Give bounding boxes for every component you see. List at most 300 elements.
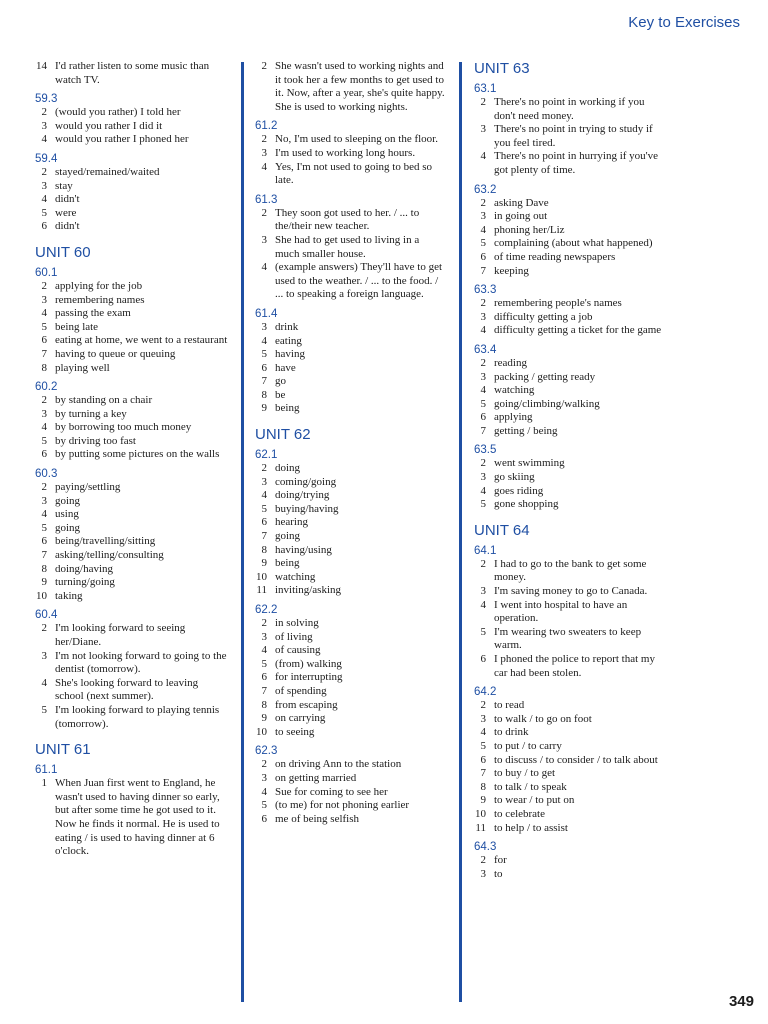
answer-item — [35, 576, 228, 590]
answer-number: 9 — [41, 576, 47, 589]
answer-text: There's no point in hurrying if you've got plenty of time. — [494, 150, 659, 176]
answer-text: me of being selfish — [275, 812, 360, 825]
answer-number: 5 — [41, 703, 47, 716]
answer-item — [255, 644, 445, 658]
answer-item — [35, 777, 228, 859]
answer-number: 8 — [261, 698, 267, 711]
answer-item — [474, 767, 664, 781]
answer-item — [255, 786, 445, 800]
answer-item — [35, 590, 228, 604]
page-number: 349 — [728, 993, 754, 1010]
answer-text: to — [494, 867, 503, 880]
answer-number: 4 — [261, 334, 267, 347]
answer-item — [35, 348, 228, 362]
answer-number: 2 — [480, 557, 486, 570]
answer-text: being late — [55, 320, 99, 333]
answer-number: 4 — [480, 223, 486, 236]
answer-item — [474, 210, 664, 224]
answer-number: 5 — [41, 521, 47, 534]
answer-item — [255, 530, 445, 544]
exercise-heading: 63.5 — [474, 444, 497, 457]
answer-text: having — [275, 348, 305, 361]
answer-number: 6 — [41, 535, 47, 548]
answer-number: 3 — [480, 123, 486, 136]
answer-text: inviting/asking — [275, 584, 341, 597]
answer-number: 6 — [261, 361, 267, 374]
answer-text: went swimming — [494, 457, 565, 470]
answer-number: 6 — [261, 516, 267, 529]
answer-number: 6 — [261, 812, 267, 825]
answer-number: 7 — [480, 767, 486, 780]
exercise-heading: 63.1 — [474, 83, 497, 95]
answer-number: 4 — [261, 644, 267, 657]
answer-text: to talk / to speak — [494, 780, 567, 793]
answer-number: 2 — [480, 96, 486, 108]
answer-number: 2 — [41, 394, 47, 407]
answer-text: hearing — [275, 516, 308, 529]
answer-text: to discuss / to consider / to talk about — [494, 753, 658, 766]
answer-item — [474, 457, 664, 471]
exercise-heading: 61.3 — [255, 193, 278, 206]
answer-number: 2 — [41, 279, 47, 292]
answer-item — [474, 726, 664, 740]
answer-text: by putting some pictures on the walls — [55, 448, 220, 461]
answer-text: asking/telling/consulting — [55, 549, 164, 562]
answer-item — [255, 726, 445, 740]
answer-text: phoning her/Liz — [494, 223, 565, 236]
answer-number: 5 — [41, 434, 47, 447]
exercise-heading: 62.2 — [255, 604, 278, 616]
answer-number: 2 — [480, 196, 486, 209]
answer-text: to buy / to get — [494, 767, 556, 780]
answer-text: having to queue or queuing — [55, 347, 176, 360]
answer-text: for interrupting — [275, 671, 343, 684]
answer-number: 4 — [261, 489, 267, 502]
answer-item — [35, 448, 228, 462]
answer-item — [255, 799, 445, 813]
answer-item — [474, 585, 664, 599]
answer-number: 3 — [480, 370, 486, 383]
answer-item — [35, 280, 228, 294]
answer-number: 3 — [480, 712, 486, 725]
answer-number: 10 — [256, 725, 267, 738]
exercise-heading: 60.4 — [35, 609, 58, 622]
answer-item — [474, 371, 664, 385]
exercise-heading: 61.2 — [255, 120, 278, 133]
answer-item — [474, 868, 664, 882]
page-header-title: Key to Exercises — [628, 14, 740, 31]
answer-number: 7 — [261, 684, 267, 697]
exercise-heading: 59.4 — [35, 152, 58, 165]
answer-item — [35, 106, 228, 120]
answer-text: going — [55, 494, 81, 507]
answer-text: being — [275, 557, 300, 570]
answer-item — [255, 489, 445, 503]
answer-number: 3 — [41, 179, 47, 192]
answer-number: 10 — [475, 807, 486, 820]
answer-text: by borrowing too much money — [55, 421, 192, 434]
answer-number: 5 — [261, 657, 267, 670]
answer-item — [255, 584, 445, 598]
answer-text: When Juan first went to England, he wasn't used to having dinner so early, but after some time he got used to it. Now he finds it normal. He is used to eating / is used to having dinner at 6 o'clock. — [55, 777, 220, 858]
answer-item — [35, 166, 228, 180]
answer-item — [35, 294, 228, 308]
answer-number: 6 — [41, 334, 47, 347]
answer-column-1 — [35, 60, 228, 859]
answer-item — [255, 348, 445, 362]
answer-number: 3 — [41, 649, 47, 662]
answer-text: I had to go to the bank to get some money. — [494, 557, 647, 584]
answer-number: 6 — [41, 220, 47, 233]
answer-item — [255, 758, 445, 772]
answer-item — [474, 781, 664, 795]
answer-text: playing well — [55, 361, 110, 374]
answer-column-3 — [474, 60, 664, 881]
answer-item — [35, 421, 228, 435]
answer-number: 4 — [480, 384, 486, 397]
answer-text: I'd rather listen to some music than watch TV. — [55, 60, 210, 86]
answer-item — [255, 544, 445, 558]
answer-number: 4 — [261, 785, 267, 798]
answer-item — [35, 394, 228, 408]
answer-text: by standing on a chair — [55, 394, 153, 407]
exercise-heading: 60.1 — [35, 266, 58, 279]
answer-number: 2 — [41, 106, 47, 119]
answer-text: I'm saving money to go to Canada. — [494, 585, 648, 598]
answer-text: using — [55, 508, 79, 521]
answer-number: 8 — [41, 361, 47, 374]
answer-number: 4 — [41, 133, 47, 146]
exercise-heading: 64.1 — [474, 544, 497, 557]
answer-item — [474, 558, 664, 585]
answer-text: from escaping — [275, 698, 338, 711]
answer-text: to put / to carry — [494, 739, 562, 752]
answer-number: 3 — [480, 210, 486, 223]
answer-item — [474, 808, 664, 822]
answer-number: 8 — [261, 543, 267, 556]
answer-text: on carrying — [275, 712, 326, 725]
answer-number: 5 — [41, 320, 47, 333]
answer-text: goes riding — [494, 484, 544, 497]
exercise-heading: 63.3 — [474, 284, 497, 297]
answer-number: 9 — [480, 794, 486, 807]
answer-number: 5 — [480, 625, 486, 638]
answer-text: paying/settling — [55, 481, 121, 494]
answer-number: 3 — [261, 475, 267, 488]
answer-text: I went into hospital to have an operation. — [494, 598, 628, 625]
answer-text: stayed/remained/waited — [55, 165, 160, 178]
answer-item — [474, 754, 664, 768]
answer-item — [35, 220, 228, 234]
answer-text: for — [494, 854, 507, 867]
answer-item — [255, 207, 445, 234]
answer-text: doing — [275, 462, 301, 475]
answer-number: 7 — [261, 530, 267, 543]
answer-text: doing/having — [55, 562, 114, 575]
answer-item — [255, 813, 445, 827]
answer-text: complaining (about what happened) — [494, 237, 653, 250]
answer-item — [474, 150, 664, 177]
answer-item — [35, 207, 228, 221]
answer-text: I'm looking forward to playing tennis (tomorrow). — [55, 703, 220, 730]
answer-item — [35, 522, 228, 536]
answer-number: 4 — [480, 484, 486, 497]
answer-number: 4 — [41, 193, 47, 206]
answer-text: of spending — [275, 684, 327, 697]
answer-item — [255, 671, 445, 685]
answer-item — [35, 435, 228, 449]
answer-item — [474, 854, 664, 868]
answer-text: buying/having — [275, 502, 339, 515]
answer-number: 3 — [480, 585, 486, 598]
exercise-heading: 60.3 — [35, 468, 58, 481]
answer-text: by turning a key — [55, 407, 127, 420]
answer-text: She's looking forward to leaving school (next summer). — [55, 676, 199, 703]
answer-item — [474, 96, 664, 123]
answer-number: 4 — [480, 598, 486, 611]
answer-item — [474, 357, 664, 371]
answer-item — [474, 324, 664, 338]
answer-text: Sue for coming to see her — [275, 785, 388, 798]
exercise-heading: 64.2 — [474, 686, 497, 699]
answer-item — [35, 133, 228, 147]
answer-number: 1 — [41, 777, 47, 790]
answer-item — [35, 549, 228, 563]
answer-text: I'm used to working long hours. — [275, 146, 416, 159]
answer-text: being — [275, 402, 300, 415]
answer-number: 9 — [261, 557, 267, 570]
answer-text: She had to get used to living in a much smaller house. — [275, 233, 420, 260]
answer-number: 9 — [261, 712, 267, 725]
answer-number: 6 — [480, 753, 486, 766]
answer-item — [255, 147, 445, 161]
answer-text: applying — [494, 411, 533, 424]
answer-item — [35, 60, 228, 87]
exercise-heading: 62.1 — [255, 449, 278, 462]
answer-number: 10 — [36, 589, 47, 602]
answer-number: 8 — [480, 780, 486, 793]
answer-item — [255, 699, 445, 713]
answer-item — [35, 481, 228, 495]
answer-text: (to me) for not phoning earlier — [275, 799, 410, 812]
answer-text: They soon got used to her. / ... to the/their new teacher. — [275, 206, 420, 233]
answer-number: 2 — [261, 133, 267, 146]
answer-text: I phoned the police to report that my car had been stolen. — [494, 653, 655, 679]
answer-text: have — [275, 361, 296, 374]
exercise-heading: 63.4 — [474, 343, 497, 356]
answer-number: 5 — [480, 739, 486, 752]
answer-item — [255, 571, 445, 585]
answer-item — [474, 224, 664, 238]
answer-number: 2 — [480, 699, 486, 712]
answer-item — [255, 476, 445, 490]
answer-number: 2 — [480, 297, 486, 310]
answer-number: 11 — [475, 821, 486, 834]
answer-number: 10 — [256, 570, 267, 583]
answer-text: taking — [55, 589, 83, 602]
answer-text: to help / to assist — [494, 821, 568, 834]
answer-item — [255, 658, 445, 672]
answer-number: 14 — [36, 60, 47, 72]
answer-number: 3 — [261, 771, 267, 784]
answer-number: 3 — [41, 494, 47, 507]
answer-item — [35, 334, 228, 348]
answer-number: 6 — [480, 250, 486, 263]
exercise-heading: 60.2 — [35, 381, 58, 394]
answer-text: would you rather I did it — [55, 119, 163, 132]
answer-text: gone shopping — [494, 498, 559, 511]
answer-text: to read — [494, 699, 525, 712]
answer-number: 2 — [261, 462, 267, 475]
answer-text: I'm looking forward to seeing her/Diane. — [55, 622, 186, 648]
answer-item — [255, 362, 445, 376]
answer-item — [255, 685, 445, 699]
column-divider-left — [241, 62, 244, 1002]
answer-number: 3 — [480, 867, 486, 880]
answer-text: to drink — [494, 726, 529, 739]
answer-text: to wear / to put on — [494, 794, 575, 807]
answer-number: 4 — [480, 726, 486, 739]
answer-text: to celebrate — [494, 807, 545, 820]
answer-item — [474, 713, 664, 727]
column-divider-right — [459, 62, 462, 1002]
answer-text: remembering people's names — [494, 297, 622, 310]
answer-item — [474, 251, 664, 265]
answer-text: didn't — [55, 220, 80, 233]
answer-text: There's no point in working if you don't need money. — [494, 96, 645, 122]
answer-number: 5 — [480, 498, 486, 511]
answer-item — [474, 740, 664, 754]
unit-heading: UNIT 64 — [474, 521, 530, 539]
answer-text: being/travelling/sitting — [55, 535, 156, 548]
answer-number: 2 — [41, 622, 47, 635]
answer-text: There's no point in trying to study if you feel tired. — [494, 123, 653, 149]
exercise-heading: 61.1 — [35, 764, 58, 777]
answer-item — [474, 425, 664, 439]
answer-item — [35, 408, 228, 422]
answer-item — [35, 704, 228, 731]
answer-text: of time reading newspapers — [494, 250, 616, 263]
answer-number: 4 — [41, 421, 47, 434]
answer-number: 9 — [261, 402, 267, 415]
unit-heading: UNIT 62 — [255, 426, 311, 444]
answer-text: eating at home, we went to a restaurant — [55, 334, 228, 347]
answer-number: 2 — [261, 206, 267, 219]
answer-text: difficulty getting a ticket for the game — [494, 324, 662, 337]
answer-item — [35, 677, 228, 704]
answer-item — [255, 516, 445, 530]
answer-item — [474, 498, 664, 512]
answer-column-2 — [255, 60, 445, 826]
answer-number: 3 — [41, 293, 47, 306]
answer-number: 6 — [41, 448, 47, 461]
answer-number: 4 — [480, 324, 486, 337]
answer-number: 2 — [261, 617, 267, 629]
answer-number: 5 — [41, 206, 47, 219]
answer-number: 3 — [261, 630, 267, 643]
answer-item — [255, 234, 445, 261]
answer-item — [35, 321, 228, 335]
answer-text: to walk / to go on foot — [494, 712, 592, 725]
answer-item — [255, 557, 445, 571]
answer-text: I'm wearing two sweaters to keep warm. — [494, 625, 642, 652]
answer-text: in going out — [494, 210, 548, 223]
answer-number: 2 — [261, 60, 267, 72]
answer-text: on getting married — [275, 771, 357, 784]
answer-item — [474, 197, 664, 211]
answer-number: 2 — [480, 356, 486, 369]
exercise-heading: 64.3 — [474, 841, 497, 854]
answer-text: I'm not looking forward to going to the dentist (tomorrow). — [55, 649, 227, 676]
answer-item — [474, 653, 664, 680]
answer-number: 7 — [41, 549, 47, 562]
exercise-heading: 62.3 — [255, 745, 278, 758]
answer-text: were — [55, 206, 77, 219]
answer-item — [35, 622, 228, 649]
answer-number: 5 — [261, 348, 267, 361]
answer-text: (from) walking — [275, 657, 342, 670]
answer-item — [474, 398, 664, 412]
answer-item — [255, 402, 445, 416]
answer-item — [255, 462, 445, 476]
answer-item — [35, 508, 228, 522]
answer-number: 3 — [261, 320, 267, 333]
answer-item — [35, 362, 228, 376]
answer-text: Yes, I'm not used to going to bed so late. — [275, 160, 433, 187]
unit-heading: UNIT 63 — [474, 60, 530, 77]
answer-text: She wasn't used to working nights and it took her a few months to get used to it. Now, after a year, she's quite happy. She is used to working nights. — [275, 60, 445, 113]
unit-heading: UNIT 61 — [35, 741, 91, 759]
answer-number: 4 — [261, 261, 267, 274]
answer-text: on driving Ann to the station — [275, 758, 402, 771]
answer-item — [474, 599, 664, 626]
answer-text: (example answers) They'll have to get used to the weather. / ... to the food. / ... to speaking a foreign language. — [275, 261, 443, 301]
answer-item — [474, 265, 664, 279]
answer-text: going — [55, 521, 81, 534]
answer-item — [474, 411, 664, 425]
answer-text: doing/trying — [275, 489, 330, 502]
answer-text: asking Dave — [494, 196, 549, 209]
answer-number: 2 — [480, 854, 486, 867]
answer-text: to seeing — [275, 725, 315, 738]
answer-number: 5 — [261, 799, 267, 812]
answer-item — [474, 123, 664, 150]
answer-item — [255, 772, 445, 786]
answer-item — [474, 626, 664, 653]
answer-text: (would you rather) I told her — [55, 106, 181, 119]
answer-text: watching — [494, 384, 535, 397]
exercise-heading: 61.4 — [255, 307, 278, 320]
answer-text: coming/going — [275, 475, 337, 488]
answer-item — [255, 335, 445, 349]
answer-number: 7 — [41, 347, 47, 360]
answer-text: difficulty getting a job — [494, 310, 593, 323]
answer-item — [474, 384, 664, 398]
answer-number: 4 — [480, 150, 486, 163]
answer-number: 3 — [41, 119, 47, 132]
answer-text: turning/going — [55, 576, 115, 589]
answer-item — [474, 794, 664, 808]
answer-item — [35, 650, 228, 677]
answer-text: applying for the job — [55, 279, 143, 292]
answer-text: eating — [275, 334, 302, 347]
answer-item — [255, 261, 445, 302]
answer-item — [255, 60, 445, 114]
answer-item — [474, 699, 664, 713]
answer-item — [474, 471, 664, 485]
answer-number: 11 — [256, 584, 267, 597]
answer-text: remembering names — [55, 293, 145, 306]
